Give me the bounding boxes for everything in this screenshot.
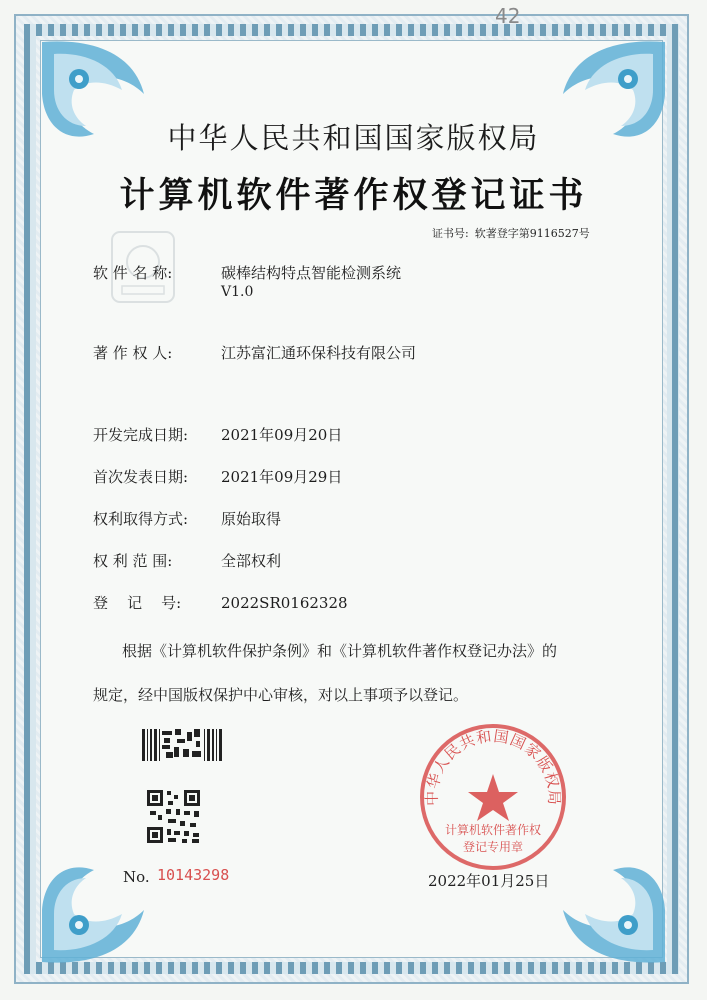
cert-no-value: 软著登字第9116527号 <box>474 227 590 240</box>
owner-label: 著 作 权 人: <box>93 344 173 362</box>
field-publish-date <box>93 466 342 487</box>
scope-label: 权 利 范 围: <box>93 552 173 570</box>
field-owner <box>93 342 416 363</box>
handwritten-note: 42 <box>495 4 521 28</box>
certificate-title: 计算机软件著作权登记证书 <box>119 175 588 216</box>
field-acquisition <box>93 508 281 529</box>
publish-date-value: 2021年09月29日 <box>221 468 343 486</box>
registration-value: 2022SR0162328 <box>221 594 348 612</box>
software-version: V1.0 <box>221 284 254 300</box>
scope-value: 全部权利 <box>221 552 282 570</box>
completion-date-label: 开发完成日期: <box>93 426 189 444</box>
publish-date-label: 首次发表日期: <box>93 468 189 486</box>
software-name-label: 软 件 名 称: <box>93 264 173 282</box>
field-completion-date <box>93 424 342 445</box>
owner-value: 江苏富汇通环保科技有限公司 <box>221 344 417 362</box>
seal-arc-text: 中华人民共和国国家版权局 <box>422 727 564 806</box>
certificate-number <box>432 225 590 241</box>
seal-star-icon <box>468 774 518 821</box>
acquisition-value: 原始取得 <box>221 510 282 528</box>
cert-no-label: 证书号: <box>432 227 469 240</box>
serial-no-label: No. <box>123 868 150 886</box>
statement-line-1: 根据《计算机软件保护条例》和《计算机软件著作权登记办法》的 <box>122 642 558 660</box>
field-registration-number <box>93 592 348 613</box>
seal-text-line-2: 登记专用章 <box>462 840 523 854</box>
corner-ornament-bottom-right <box>553 850 673 970</box>
completion-date-value: 2021年09月20日 <box>221 426 343 444</box>
authority-title: 中华人民共和国国家版权局 <box>167 121 540 155</box>
issue-date: 2022年01月25日 <box>428 872 550 890</box>
statement-line-2: 规定，经中国版权保护中心审核，对以上事项予以登记。 <box>93 686 469 704</box>
qr-code-icon <box>146 789 201 844</box>
software-name-value: 碳棒结构特点智能检测系统 <box>221 264 402 282</box>
acquisition-label: 权利取得方式: <box>93 510 189 528</box>
field-scope <box>93 550 281 571</box>
barcode-icon <box>142 729 222 761</box>
serial-no-value: 10143298 <box>157 866 230 884</box>
seal-text-line-1: 计算机软件著作权 <box>444 823 541 837</box>
field-software-name <box>93 262 401 283</box>
registration-label: 登 记 号: <box>93 594 182 612</box>
